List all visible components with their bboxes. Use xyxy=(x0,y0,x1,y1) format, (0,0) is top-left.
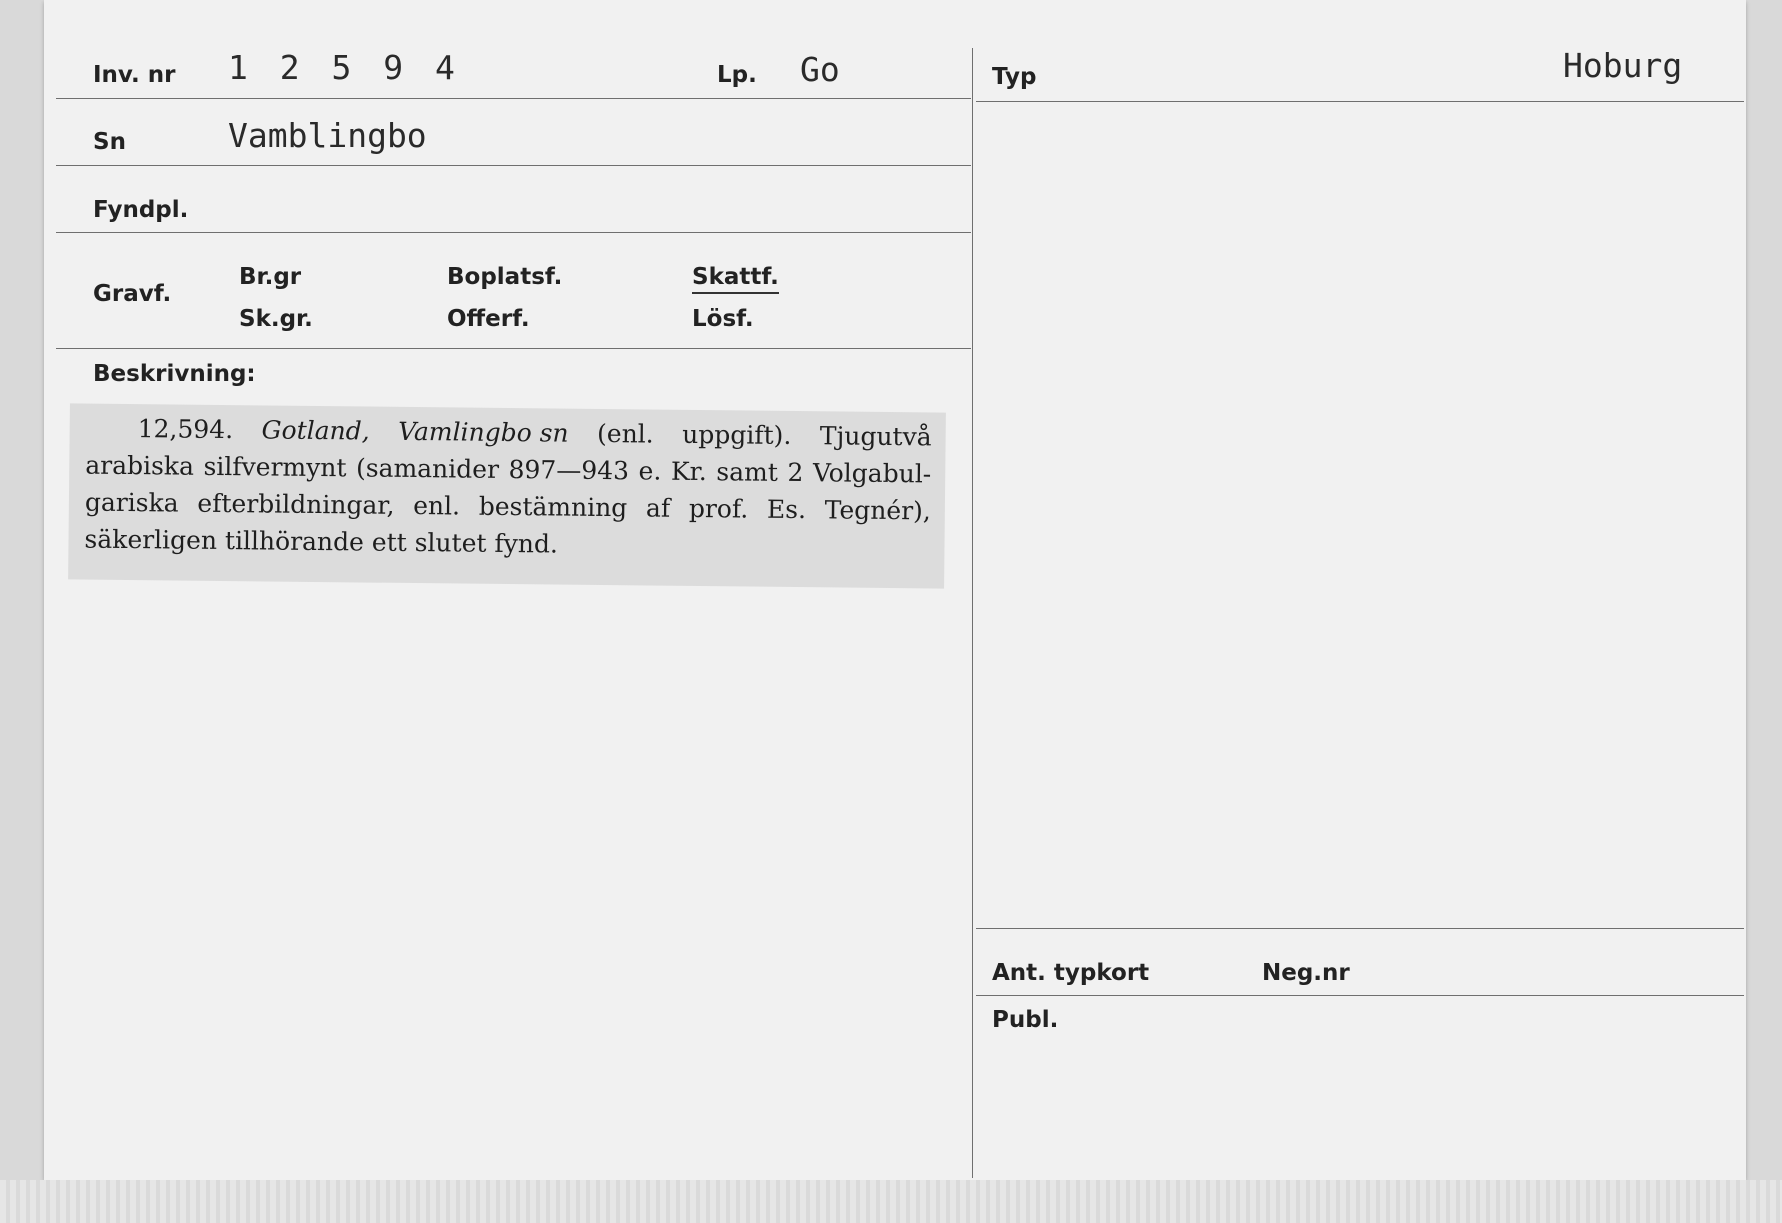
card-edge-strip xyxy=(0,1180,1782,1223)
row-divider-2 xyxy=(56,165,971,166)
description-word: enl. xyxy=(413,491,461,521)
description-word: Es. xyxy=(766,494,807,525)
description-word: arabiska xyxy=(85,450,195,481)
description-word: Kr. xyxy=(670,456,707,487)
description-word: silfvermynt xyxy=(203,451,347,483)
description-word: (samanider xyxy=(355,453,500,484)
row-divider-4 xyxy=(56,348,971,349)
lp-label: Lp. xyxy=(717,62,757,88)
beskrivning-label: Beskrivning: xyxy=(93,361,256,387)
description-clipping xyxy=(68,403,946,588)
description-word: e. xyxy=(638,456,662,486)
typ-value: Hoburg xyxy=(1563,46,1683,85)
description-word: 2 xyxy=(787,457,804,488)
description-word: Tegnér), xyxy=(824,495,931,526)
offerf-label: Offerf. xyxy=(447,306,530,332)
place-name: Gotland, xyxy=(261,415,370,446)
fyndpl-label: Fyndpl. xyxy=(93,197,189,223)
negnr-label: Neg.nr xyxy=(1262,960,1350,986)
sn-label: Sn xyxy=(93,129,126,155)
skattf-label: Skattf. xyxy=(692,264,779,294)
description-word: af xyxy=(645,493,671,523)
catalogue-number: 12,594. xyxy=(137,414,234,445)
description-text: säkerligen tillhörande ett slutet fynd. xyxy=(84,524,559,559)
description-word: bestämning xyxy=(478,491,628,523)
description-word: Volgabul- xyxy=(812,458,932,489)
parish-name: Vamlingbo sn xyxy=(398,416,569,448)
description-word: uppgift). xyxy=(682,419,792,450)
boplatsf-label: Boplatsf. xyxy=(447,264,563,290)
gravf-label: Gravf. xyxy=(93,281,172,307)
lp-value: Go xyxy=(800,50,840,89)
ant-typkort-label: Ant. typkort xyxy=(992,960,1150,986)
typkort-bottom-divider xyxy=(976,995,1744,996)
typkort-top-divider xyxy=(976,928,1744,929)
sn-value: Vamblingbo xyxy=(228,116,427,155)
description-word: 897—943 xyxy=(508,455,630,486)
typ-label: Typ xyxy=(992,64,1037,90)
publ-label: Publ. xyxy=(992,1007,1059,1033)
index-card xyxy=(44,0,1746,1180)
description-word: prof. xyxy=(688,493,749,524)
typ-divider xyxy=(976,101,1744,102)
description-word: Tjugutvå xyxy=(819,421,932,452)
inv-nr-value: 1 2 5 9 4 xyxy=(228,48,461,87)
description-word: (enl. xyxy=(596,418,654,449)
description-word: gariska xyxy=(84,487,179,518)
skgr-label: Sk.gr. xyxy=(239,306,313,332)
row-divider-1 xyxy=(56,98,971,99)
column-divider xyxy=(972,48,973,1178)
brgr-label: Br.gr xyxy=(239,264,302,290)
losf-label: Lösf. xyxy=(692,306,754,332)
inv-nr-label: Inv. nr xyxy=(93,62,176,88)
description-word: samt xyxy=(716,457,779,487)
row-divider-3 xyxy=(56,232,971,233)
description-word: efterbildningar, xyxy=(197,488,395,520)
